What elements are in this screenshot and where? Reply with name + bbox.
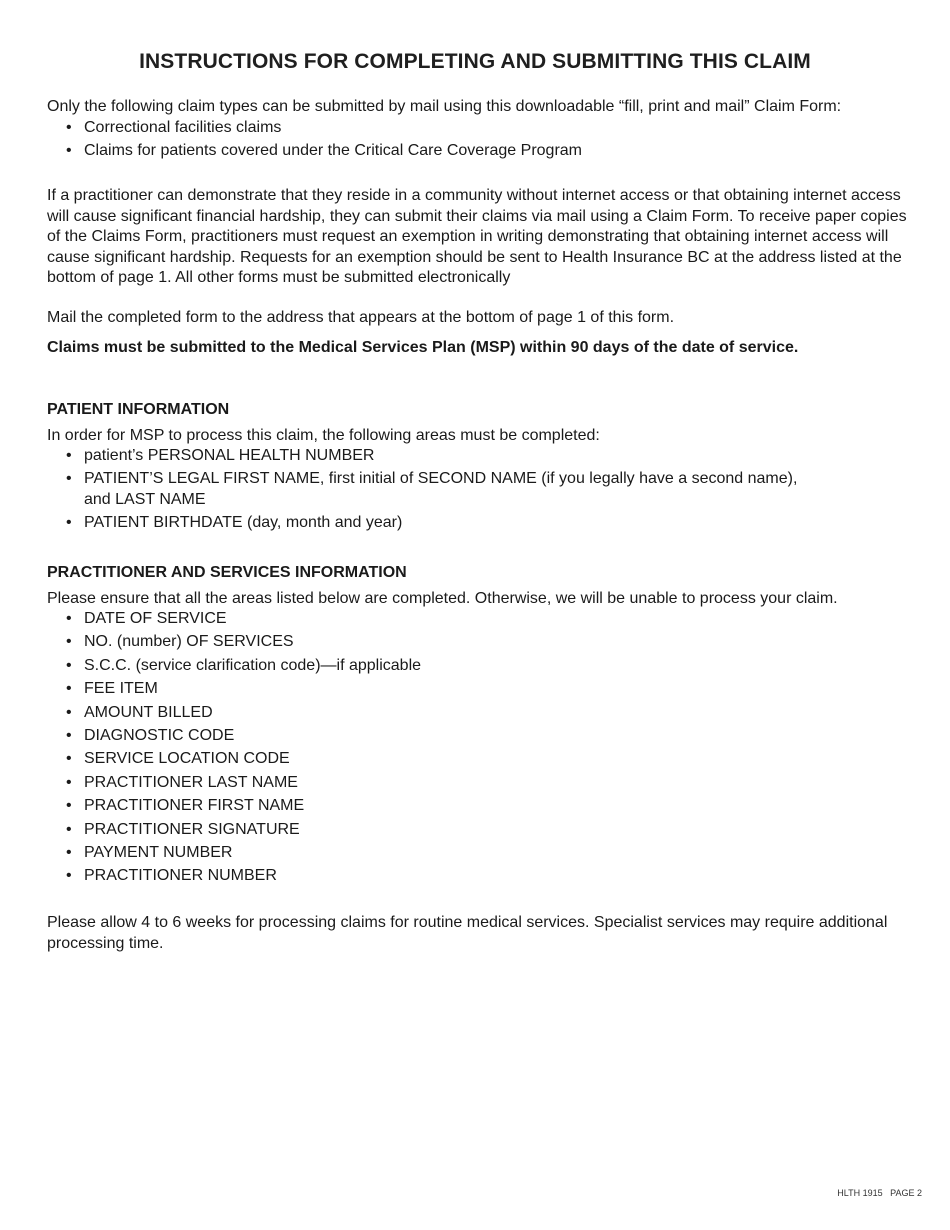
bullet-icon: • <box>66 797 72 815</box>
patient-text: In order for MSP to process this claim, the following areas must be completed: <box>47 426 600 444</box>
bullet-icon: • <box>66 726 72 744</box>
bullet-icon: • <box>66 820 72 838</box>
bullet-icon: • <box>66 470 72 488</box>
bullet-icon: • <box>66 514 72 532</box>
list-item: • PRACTITIONER SIGNATURE <box>47 820 907 841</box>
bullet-icon: • <box>66 843 72 861</box>
list-item: • patient’s PERSONAL HEALTH NUMBER <box>47 446 907 467</box>
bullet-icon: • <box>66 703 72 721</box>
list-item: • PATIENT BIRTHDATE (day, month and year) <box>47 513 907 534</box>
list-item: • PRACTITIONER FIRST NAME <box>47 796 907 817</box>
bullet-icon: • <box>66 656 72 674</box>
list-item: • PRACTITIONER LAST NAME <box>47 773 907 794</box>
page-footer <box>837 1188 922 1198</box>
page-title: INSTRUCTIONS FOR COMPLETING AND SUBMITTING THIS CLAIM <box>139 50 811 73</box>
practitioner-text: Please ensure that all the areas listed below are completed. Otherwise, we will be unable to process your claim. <box>47 589 838 607</box>
list-item: • Claims for patients covered under the Critical Care Coverage Program <box>47 141 907 162</box>
mail-paragraph: Mail the completed form to the address that appears at the bottom of page 1 of this form. <box>47 309 675 326</box>
practitioner-bullet-list <box>47 609 907 887</box>
patient-bullet-list <box>47 446 907 534</box>
patient-heading: PATIENT INFORMATION <box>47 401 230 418</box>
bullet-icon: • <box>66 633 72 651</box>
bullet-icon: • <box>66 773 72 791</box>
processing-section <box>47 913 907 954</box>
list-item: • S.C.C. (service clarification code)—if applicable <box>47 656 907 677</box>
bullet-icon: • <box>66 867 72 885</box>
intro-text: Only the following claim types can be submitted by mail using this downloadable “fill, print and mail” Claim Form: <box>47 98 842 115</box>
practitioner-heading: PRACTITIONER AND SERVICES INFORMATION <box>47 564 407 581</box>
bullet-icon: • <box>66 447 72 464</box>
exemption-paragraph: If a practitioner can demonstrate that they reside in a community without internet access or that obtaining internet access will cause significant financial hardship, they can submit their claims via mail using a Claim Form. To receive paper copies of the Claims Form, practitioners must request an exemption in writing demonstrating that obtaining internet access will cause significant hardship. Requests for an exemption should be sent to Health Insurance BC at the address listed at the bottom of page 1. All other forms must be submitted electronically <box>47 187 907 286</box>
list-item: • PAYMENT NUMBER <box>47 843 907 864</box>
exemption-section <box>47 186 907 289</box>
list-item: • PATIENT’S LEGAL FIRST NAME, first initial of SECOND NAME (if you legally have a second name), and LAST NAME <box>66 470 798 508</box>
intro-bullet-list <box>47 118 907 162</box>
list-item: • SERVICE LOCATION CODE <box>47 749 907 770</box>
bullet-icon: • <box>66 680 72 698</box>
bullet-icon: • <box>66 610 72 627</box>
list-item: • PRACTITIONER NUMBER <box>47 866 907 887</box>
bullet-icon: • <box>66 750 72 768</box>
patient-section <box>47 400 907 537</box>
bullet-icon: • <box>66 141 72 159</box>
form-code: HLTH 1915 <box>837 1188 883 1198</box>
list-item: • FEE ITEM <box>47 679 907 700</box>
bullet-icon: • <box>66 118 72 136</box>
intro-section <box>47 97 907 164</box>
processing-paragraph: Please allow 4 to 6 weeks for processing claims for routine medical services. Specialist services may require additional processing time. <box>47 914 888 952</box>
list-item: • NO. (number) OF SERVICES <box>47 632 907 653</box>
mail-section <box>47 308 907 329</box>
practitioner-section <box>47 563 907 890</box>
list-item: • Correctional facilities claims <box>47 118 907 139</box>
deadline-section <box>47 338 907 359</box>
deadline-paragraph: Claims must be submitted to the Medical Services Plan (MSP) within 90 days of the date of service. <box>47 339 799 356</box>
page-number: PAGE 2 <box>890 1188 922 1198</box>
list-item: • DIAGNOSTIC CODE <box>47 726 907 747</box>
list-item: • DATE OF SERVICE <box>47 609 907 630</box>
list-item: • AMOUNT BILLED <box>47 703 907 724</box>
